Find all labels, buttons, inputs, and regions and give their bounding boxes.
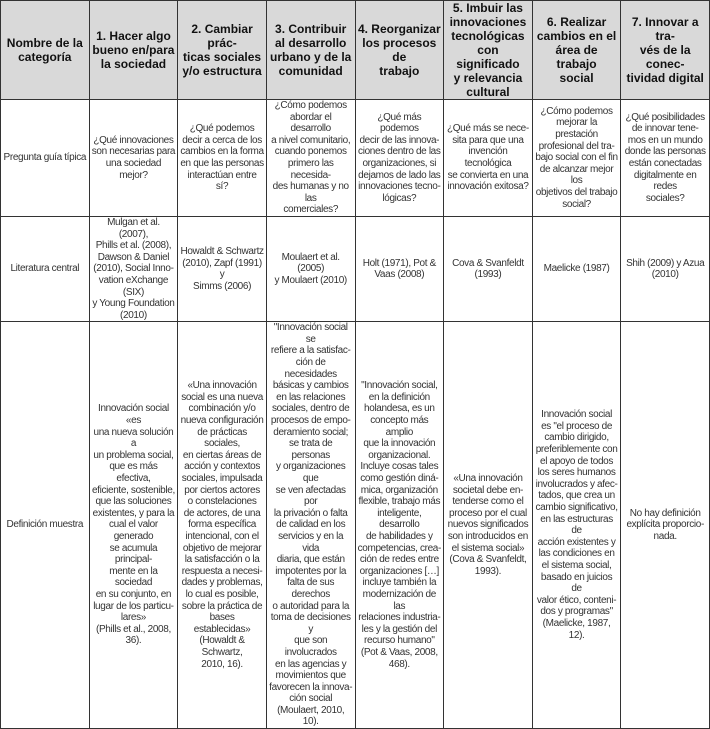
header-category-3: 3. Contribuir al desarrollo urbano y de la comunidad — [266, 1, 355, 100]
table-cell: Moulaert et al. (2005) y Moulaert (2010) — [266, 216, 355, 321]
table-cell: ¿Qué innovaciones son necesarias para una sociedad mejor? — [89, 100, 178, 217]
table-cell: Mulgan et al. (2007), Phills et al. (2008), Dawson & Daniel (2010), Social Inno- vation eXchange (SIX) y Young Foundation (2010) — [89, 216, 178, 321]
table-cell: ¿Qué más se nece- sita para que una invención tecnológica se convierta en una innovación exitosa? — [444, 100, 533, 217]
table-cell: Shih (2009) y Azua (2010) — [621, 216, 710, 321]
table-cell: Maelicke (1987) — [532, 216, 621, 321]
table-cell: ¿Qué más podemos decir de las innova- ciones dentro de las organizaciones, si dejamos de lado las innovaciones tecno- lógicas? — [355, 100, 444, 217]
header-category-2: 2. Cambiar prác- ticas sociales y/o estructura — [178, 1, 267, 100]
table-cell: Cova & Svanfeldt (1993) — [444, 216, 533, 321]
header-category-7: 7. Innovar a tra- vés de la conec- tividad digital — [621, 1, 710, 100]
table-cell: Howaldt & Schwartz (2010), Zapf (1991) y Simms (2006) — [178, 216, 267, 321]
table-row — [1, 216, 710, 321]
table-cell: ¿Cómo podemos mejorar la prestación profesional del tra- bajo social con el fin de alcanzar mejor los objetivos del trabajo social? — [532, 100, 621, 217]
table-cell: Innovación social es "el proceso de cambio dirigido, preferiblemente con el apoyo de todos los seres humanos involucrados y afec- tados, que crea un cambio significativo, en las estructuras de acción existentes y las condiciones en el sistema social, basado en juicios de valor ético, conteni- dos y programas" (Maelicke, 1987, 12). — [532, 322, 621, 729]
row-label: Definición muestra — [1, 322, 90, 729]
table-row — [1, 100, 710, 217]
table-row — [1, 322, 710, 729]
table-cell: ¿Cómo podemos abordar el desarrollo a nivel comunitario, cuando ponemos primero las necesida- des humanas y no las comerciales? — [266, 100, 355, 217]
table-cell: Innovación social «es una nueva solución a un problema social, que es más efectiva, eficiente, sostenible, que las soluciones existentes, y para la cual el valor generado se acumula principal- mente en la sociedad en su conjunto, en lugar de los particu- lares» (Phills et al., 2008, 36). — [89, 322, 178, 729]
header-category-4: 4. Reorganizar los procesos de trabajo — [355, 1, 444, 100]
table-cell: «Una innovación societal debe en- tenderse como el proceso por el cual nuevos significados son introducidos en el sistema social» (Cova & Svanfeldt, 1993). — [444, 322, 533, 729]
header-row — [1, 1, 710, 100]
table-cell: "Innovación social, en la definición holandesa, es un concepto más amplio que la innovación organizacional. Incluye cosas tales como gestión diná- mica, organización flexible, trabajo más inteligente, desarrollo de habilidades y competencias, crea- ción de redes entre organizaciones […] incluye también la modernización de las relaciones industria- les y la gestión del recurso humano" (Pot & Vaas, 2008, 468). — [355, 322, 444, 729]
header-category-1: 1. Hacer algo bueno en/para la sociedad — [89, 1, 178, 100]
header-category-5: 5. Imbuir las innovaciones tecnológicas con significado y relevancia cultural — [444, 1, 533, 100]
table-cell: «Una innovación social es una nueva combinación y/o nueva configuración de prácticas sociales, en ciertas áreas de acción y contextos sociales, impulsada por ciertos actores o constelaciones de actores, de una forma específica intencional, con el objetivo de mejorar la satisfacción o la respuesta a necesi- dades y problemas, lo cual es posible, sobre la práctica de bases establecidas» (Howaldt & Schwartz, 2010, 16). — [178, 322, 267, 729]
table-cell: Holt (1971), Pot & Vaas (2008) — [355, 216, 444, 321]
table-cell: "Innovación social se refiere a la satisfac- ción de necesidades básicas y cambios en las relaciones sociales, dentro de procesos de empo- deramiento social; se trata de personas y organizaciones que se ven afectadas por la privación o falta de calidad en los servicios y en la vida diaria, que están impotentes por la falta de sus derechos o autoridad para la toma de decisiones y que son involucrados en las agencias y movimientos que favorecen la innova- ción social (Moulaert, 2010, 10). — [266, 322, 355, 729]
header-category-name: Nombre de la categoría — [1, 1, 90, 100]
row-label: Pregunta guía típica — [1, 100, 90, 217]
header-category-6: 6. Realizar cambios en el área de trabajo social — [532, 1, 621, 100]
table-cell: ¿Qué podemos decir a cerca de los cambios en la forma en que las personas interactúan entre sí? — [178, 100, 267, 217]
table-cell: ¿Qué posibilidades de innovar tene- mos en un mundo donde las personas están conectadas digitalmente en redes sociales? — [621, 100, 710, 217]
row-label: Literatura central — [1, 216, 90, 321]
table-cell: No hay definición explícita proporcio- nada. — [621, 322, 710, 729]
